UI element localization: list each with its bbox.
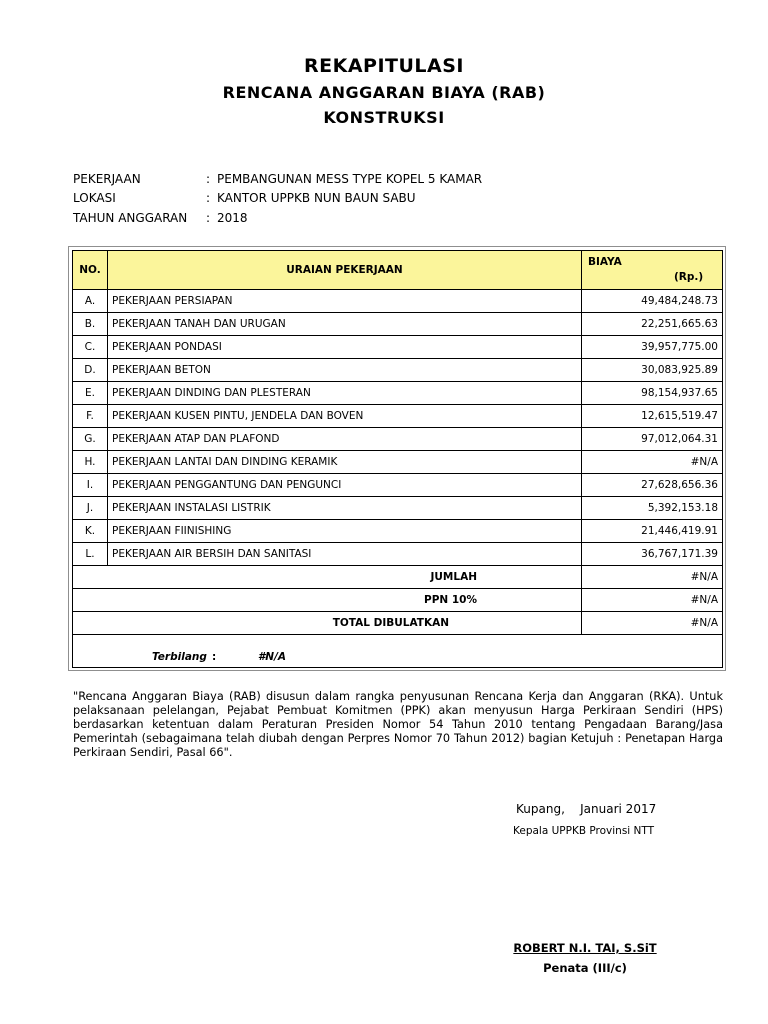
signature-office: Kepala UPPKB Provinsi NTT — [513, 825, 655, 837]
row-no: J. — [73, 497, 108, 520]
summary-label: JUMLAH — [73, 566, 582, 589]
row-no: G. — [73, 428, 108, 451]
header-uraian: URAIAN PEKERJAAN — [108, 251, 582, 290]
table-row — [73, 474, 723, 497]
row-no: H. — [73, 451, 108, 474]
row-no: A. — [73, 290, 108, 313]
row-cost: 22,251,665.63 — [582, 313, 723, 336]
header-biaya-unit: (Rp.) — [674, 271, 704, 283]
rab-table-frame — [68, 246, 726, 671]
table-row — [73, 290, 723, 313]
row-desc: PEKERJAAN TANAH DAN URUGAN — [108, 313, 582, 336]
summary-value: #N/A — [582, 612, 723, 635]
header-no: NO. — [73, 251, 108, 290]
row-cost: 30,083,925.89 — [582, 359, 723, 382]
row-desc: PEKERJAAN BETON — [108, 359, 582, 382]
row-no: L. — [73, 543, 108, 566]
signature-name: ROBERT N.I. TAI, S.SiT — [513, 941, 657, 955]
document-subtitle-2: KONSTRUKSI — [323, 108, 445, 127]
table-header-row — [73, 251, 723, 290]
row-cost: 97,012,064.31 — [582, 428, 723, 451]
table-row — [73, 382, 723, 405]
document-title: REKAPITULASI — [304, 55, 464, 77]
row-desc: PEKERJAAN PONDASI — [108, 336, 582, 359]
table-row — [73, 451, 723, 474]
row-cost: 39,957,775.00 — [582, 336, 723, 359]
row-desc: PEKERJAAN PENGGANTUNG DAN PENGUNCI — [108, 474, 582, 497]
row-no: B. — [73, 313, 108, 336]
row-desc: PEKERJAAN LANTAI DAN DINDING KERAMIK — [108, 451, 582, 474]
table-row — [73, 336, 723, 359]
row-desc: PEKERJAAN DINDING DAN PLESTERAN — [108, 382, 582, 405]
terbilang-cell — [73, 635, 723, 668]
header-biaya-label: BIAYA — [588, 256, 622, 268]
row-cost: 5,392,153.18 — [582, 497, 723, 520]
header-biaya — [582, 251, 723, 290]
info-colon: : — [206, 172, 211, 186]
document-subtitle: RENCANA ANGGARAN BIAYA (RAB) — [222, 83, 546, 102]
summary-row-total — [73, 612, 723, 635]
row-no: C. — [73, 336, 108, 359]
info-label: LOKASI — [73, 191, 116, 205]
row-desc: PEKERJAAN KUSEN PINTU, JENDELA DAN BOVEN — [108, 405, 582, 428]
row-cost: 21,446,419.91 — [582, 520, 723, 543]
table-row — [73, 428, 723, 451]
info-value: 2018 — [217, 211, 248, 225]
table-row — [73, 313, 723, 336]
summary-label: PPN 10% — [73, 589, 582, 612]
terbilang-value: #N/A — [258, 651, 287, 663]
info-value: PEMBANGUNAN MESS TYPE KOPEL 5 KAMAR — [217, 172, 483, 186]
info-colon: : — [206, 211, 211, 225]
row-cost: 12,615,519.47 — [582, 405, 723, 428]
row-no: I. — [73, 474, 108, 497]
summary-row-jumlah — [73, 566, 723, 589]
summary-value: #N/A — [582, 589, 723, 612]
table-row — [73, 497, 723, 520]
rab-table — [72, 250, 723, 668]
row-cost: #N/A — [582, 451, 723, 474]
row-desc: PEKERJAAN ATAP DAN PLAFOND — [108, 428, 582, 451]
row-desc: PEKERJAAN PERSIAPAN — [108, 290, 582, 313]
signature-place-date: Kupang, Januari 2017 — [516, 802, 657, 816]
row-cost: 27,628,656.36 — [582, 474, 723, 497]
summary-label: TOTAL DIBULATKAN — [73, 612, 582, 635]
terbilang-label: Terbilang — [152, 651, 207, 663]
row-cost: 98,154,937.65 — [582, 382, 723, 405]
summary-value: #N/A — [582, 566, 723, 589]
info-label: PEKERJAAN — [73, 172, 141, 186]
table-row — [73, 405, 723, 428]
table-row — [73, 543, 723, 566]
row-cost: 49,484,248.73 — [582, 290, 723, 313]
terbilang-colon: : — [212, 651, 217, 663]
row-desc: PEKERJAAN INSTALASI LISTRIK — [108, 497, 582, 520]
terbilang-row — [73, 635, 723, 668]
info-colon: : — [206, 191, 211, 205]
row-no: D. — [73, 359, 108, 382]
row-desc: PEKERJAAN FIINISHING — [108, 520, 582, 543]
signature-rank: Penata (III/c) — [543, 961, 627, 975]
row-no: E. — [73, 382, 108, 405]
row-desc: PEKERJAAN AIR BERSIH DAN SANITASI — [108, 543, 582, 566]
regulation-quote: "Rencana Anggaran Biaya (RAB) disusun dalam rangka penyusunan Rencana Kerja dan Anggaran (RKA). Untuk pelaksanaan pelelangan, Pejabat Pembuat Komitmen (PPK) akan menyusun Harga Perkiraan Sendiri (HPS) berdasarkan ketentuan dalam Peraturan Presiden Nomor 54 Tahun 2010 tentang Pengadaan Barang/Jasa Pemerintah (sebagaimana telah diubah dengan Perpres Nomor 70 Tahun 2012) bagian Ketujuh : Penetapan Harga Perkiraan Sendiri, Pasal 66". — [73, 690, 723, 759]
row-cost: 36,767,171.39 — [582, 543, 723, 566]
table-row — [73, 359, 723, 382]
row-no: F. — [73, 405, 108, 428]
summary-row-ppn — [73, 589, 723, 612]
row-no: K. — [73, 520, 108, 543]
info-value: KANTOR UPPKB NUN BAUN SABU — [217, 191, 416, 205]
table-row — [73, 520, 723, 543]
info-label: TAHUN ANGGARAN — [73, 211, 188, 225]
